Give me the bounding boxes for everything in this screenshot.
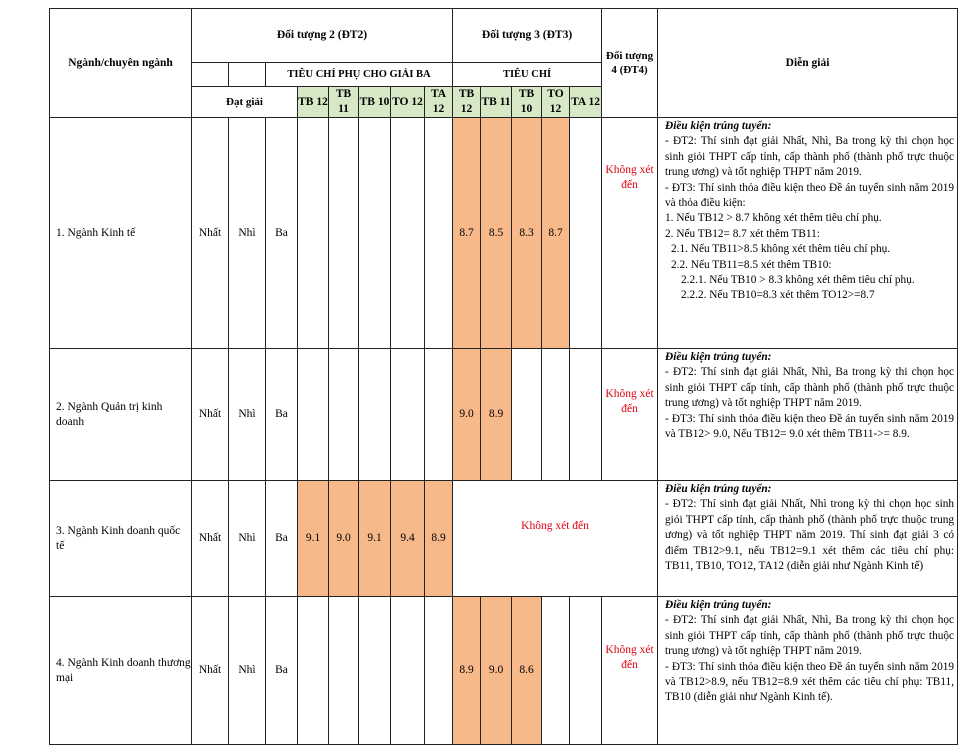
dt2-value: 9.4 — [391, 481, 425, 597]
subject-header: TB 12 — [298, 87, 329, 118]
desc-line: 1. Nếu TB12 > 8.7 không xét thêm tiêu chí phụ. — [665, 212, 882, 225]
table-row — [50, 118, 958, 349]
table-row — [50, 481, 958, 597]
dt2-criteria-label: TIÊU CHÍ PHỤ CHO GIẢI BA — [266, 63, 453, 87]
desc-line: 2.2.2. Nếu TB10=8.3 xét thêm TO12>=8.7 — [681, 289, 875, 302]
desc-line: - ĐT3: Thí sinh thỏa điều kiện theo Đề án tuyển sinh năm 2019 và thỏa điều kiện: — [665, 181, 955, 210]
dt3-value: 8.7 — [453, 118, 481, 349]
award-cell: Ba — [266, 349, 298, 481]
dt3-value: 8.9 — [481, 349, 512, 481]
desc-line: - ĐT2: Thí sinh đạt giải Nhất, Nhì, Ba trong kỳ thi chọn học sinh giỏi THPT cấp tỉnh, cấp thành phố (thành phố trực thuộc trung ương) và tốt nghiệp THPT năm 2019. — [665, 135, 955, 179]
award-cell: Ba — [266, 597, 298, 745]
dt2-value — [298, 597, 329, 745]
dt3-value: 8.5 — [481, 118, 512, 349]
dt2-value: 8.9 — [425, 481, 453, 597]
desc-line: 2. Nếu TB12= 8.7 xét thêm TB11: — [665, 227, 820, 240]
dt3-dt4-merged-status: Không xét đến — [453, 481, 658, 597]
desc-heading: Điều kiện trúng tuyển: — [665, 120, 772, 132]
desc-heading: Điều kiện trúng tuyển: — [665, 599, 772, 611]
desc-line: 2.2. Nếu TB11=8.5 xét thêm TB10: — [671, 258, 832, 271]
award-cell: Nhất — [192, 481, 229, 597]
dt3-value: 9.0 — [481, 597, 512, 745]
dt3-value — [570, 349, 602, 481]
subject-header: TB 10 — [512, 87, 542, 118]
dt3-value: 8.3 — [512, 118, 542, 349]
major-header: Ngành/chuyên ngành — [50, 9, 192, 118]
subject-header: TB 12 — [453, 87, 481, 118]
dt3-header: Đối tượng 3 (ĐT3) — [453, 9, 602, 63]
desc-line: - ĐT3: Thí sinh thỏa điều kiện theo Đề án tuyển sinh năm 2019 và TB12> 9.0, Nếu TB12= 9.0 xét thêm TB11->= 8.9. — [665, 412, 955, 441]
award-cell: Ba — [266, 118, 298, 349]
desc-line: - ĐT2: Thí sinh đạt giải Nhất, Nhì trong kỳ thi chọn học sinh giỏi THPT cấp tỉnh, cấp thành phố (thành phố trực thuộc trung ương) và tốt nghiệp THPT năm 2019. Thí sinh đạt giải 3 có điểm TB12>9.1, nếu TB12=9.1 xét thêm các tiêu chí phụ: TB11, TB10, TO12, TA12 (diễn giải như Ngành Kinh tế) — [665, 498, 955, 573]
dt3-value: 9.0 — [453, 349, 481, 481]
dt3-value — [542, 349, 570, 481]
subject-header: TB 11 — [329, 87, 359, 118]
desc-line: - ĐT3: Thí sinh thỏa điều kiện theo Đề án tuyển sinh năm 2019 và TB12>8.9, nếu TB12=8.9 xét thêm các tiêu chí phụ: TB11, TB10 (diễn giải như Ngành Kinh tế). — [665, 660, 955, 704]
dt2-value — [359, 349, 391, 481]
major-name: 2. Ngành Quản trị kinh doanh — [50, 349, 192, 481]
desc-line: 2.2.1. Nếu TB10 > 8.3 không xét thêm tiêu chí phụ. — [681, 274, 915, 287]
major-name: 4. Ngành Kinh doanh thương mại — [50, 597, 192, 745]
subject-header: TB 11 — [481, 87, 512, 118]
description-cell — [658, 597, 958, 745]
subject-header: TA 12 — [570, 87, 602, 118]
dt2-header: Đối tượng 2 (ĐT2) — [192, 9, 453, 63]
dt4-status: Không xét đến — [602, 349, 658, 481]
dt3-value — [512, 349, 542, 481]
dt3-value: 8.9 — [453, 597, 481, 745]
desc-line: 2.1. Nếu TB11>8.5 không xét thêm tiêu chí phụ. — [671, 243, 891, 256]
award-label: Đạt giải — [192, 87, 298, 118]
dt3-value: 8.7 — [542, 118, 570, 349]
dt2-value: 9.1 — [359, 481, 391, 597]
desc-heading: Điều kiện trúng tuyển: — [665, 483, 772, 495]
dt3-criteria-label: TIÊU CHÍ — [453, 63, 602, 87]
desc-line: - ĐT2: Thí sinh đạt giải Nhất, Nhì, Ba trong kỳ thi chọn học sinh giỏi THPT cấp tỉnh, cấp thành phố (thành phố trực thuộc trung ương) và tốt nghiệp THPT năm 2019. — [665, 614, 955, 658]
subject-header: TO 12 — [391, 87, 425, 118]
dt4-header: Đối tượng 4 (ĐT4) — [602, 9, 658, 118]
desc-line: - ĐT2: Thí sinh đạt giải Nhất, Nhì, Ba trong kỳ thi chọn học sinh giỏi THPT cấp tỉnh, cấp thành phố (thành phố trực thuộc trung ương) và tốt nghiệp THPT năm 2019. — [665, 366, 955, 410]
major-name: 3. Ngành Kinh doanh quốc tế — [50, 481, 192, 597]
empty-cell — [192, 63, 229, 87]
table-row — [50, 597, 958, 745]
dt2-value — [359, 118, 391, 349]
subject-header: TO 12 — [542, 87, 570, 118]
desc-heading: Điều kiện trúng tuyển: — [665, 351, 772, 363]
award-cell: Nhì — [229, 118, 266, 349]
empty-cell — [229, 63, 266, 87]
award-cell: Nhất — [192, 349, 229, 481]
dt4-status: Không xét đến — [602, 118, 658, 349]
dt2-value: 9.1 — [298, 481, 329, 597]
award-cell: Nhì — [229, 349, 266, 481]
dt2-value — [329, 349, 359, 481]
description-header: Diễn giải — [658, 9, 958, 118]
dt2-value — [329, 118, 359, 349]
subject-header: TB 10 — [359, 87, 391, 118]
dt2-value — [425, 349, 453, 481]
description-cell — [658, 481, 958, 597]
subject-header: TA 12 — [425, 87, 453, 118]
dt2-value — [391, 349, 425, 481]
dt2-value — [298, 118, 329, 349]
dt3-value — [542, 597, 570, 745]
major-name: 1. Ngành Kinh tế — [50, 118, 192, 349]
dt2-value — [425, 118, 453, 349]
dt2-value — [298, 349, 329, 481]
description-cell — [658, 118, 958, 349]
award-cell: Nhất — [192, 597, 229, 745]
award-cell: Nhất — [192, 118, 229, 349]
description-cell — [658, 349, 958, 481]
dt4-status: Không xét đến — [602, 597, 658, 745]
table-row — [50, 349, 958, 481]
dt2-value — [425, 597, 453, 745]
dt3-value: 8.6 — [512, 597, 542, 745]
dt3-value — [570, 118, 602, 349]
admission-criteria-table — [49, 8, 958, 745]
award-cell: Nhì — [229, 481, 266, 597]
dt2-value: 9.0 — [329, 481, 359, 597]
award-cell: Nhì — [229, 597, 266, 745]
dt2-value — [391, 597, 425, 745]
dt2-value — [329, 597, 359, 745]
dt3-value — [570, 597, 602, 745]
dt2-value — [359, 597, 391, 745]
dt2-value — [391, 118, 425, 349]
award-cell: Ba — [266, 481, 298, 597]
